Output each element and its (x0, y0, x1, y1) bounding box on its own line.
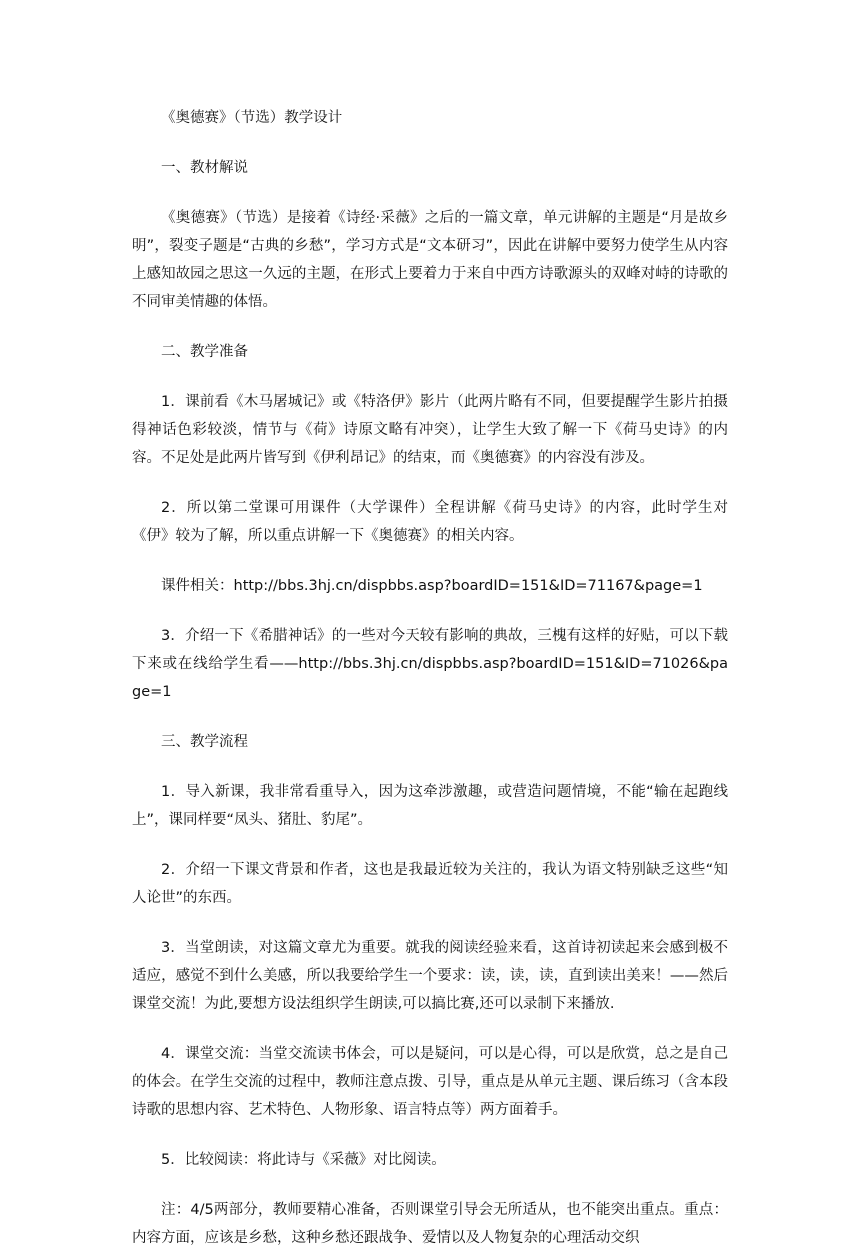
paragraph-process-2: 2．介绍一下课文背景和作者，这也是我最近较为关注的，我认为语文特别缺乏这些“知人论世”的东西。 (132, 862, 728, 906)
paragraph-process-3: 3．当堂朗读，对这篇文章尤为重要。就我的阅读经验来看，这首诗初读起来会感到极不适应，感觉不到什么美感，所以我要给学生一个要求：读，读，读，直到读出美来！——然后课堂交流！为此,要想方设法组织学生朗读,可以搞比赛,还可以录制下来播放. (132, 940, 728, 1012)
paragraph-prep-2: 2．所以第二堂课可用课件（大学课件）全程讲解《荷马史诗》的内容，此时学生对《伊》较为了解，所以重点讲解一下《奥德赛》的相关内容。 (132, 500, 728, 544)
document-title: 《奥德赛》（节选）教学设计 (161, 110, 343, 126)
paragraph-prep-3: 3．介绍一下《希腊神话》的一些对今天较有影响的典故，三槐有这样的好贴，可以下载下来或在线给学生看——http://bbs.3hj.cn/dispbbs.asp?boardID=151&ID=71026&page=1 (132, 628, 728, 700)
paragraph-process-1: 1．导入新课，我非常看重导入，因为这牵涉激趣，或营造问题情境，不能“输在起跑线上”，课同样要“凤头、猪肚、豹尾”。 (132, 784, 728, 828)
paragraph-courseware-link: 课件相关：http://bbs.3hj.cn/dispbbs.asp?boardID=151&ID=71167&page=1 (161, 578, 703, 594)
paragraph-process-4: 4．课堂交流：当堂交流读书体会，可以是疑问，可以是心得，可以是欣赏，总之是自己的体会。在学生交流的过程中，教师注意点拨、引导，重点是从单元主题、课后练习（含本段诗歌的思想内容、艺术特色、人物形象、语言特点等）两方面着手。 (132, 1046, 728, 1118)
paragraph-prep-1: 1．课前看《木马屠城记》或《特洛伊》影片（此两片略有不同，但要提醒学生影片拍摄得神话色彩较淡，情节与《荷》诗原文略有冲突），让学生大致了解一下《荷马史诗》的内容。不足处是此两片皆写到《伊利昂记》的结束，而《奥德赛》的内容没有涉及。 (132, 394, 728, 466)
section-heading-preparation: 二、教学准备 (161, 344, 248, 360)
document-body (132, 104, 728, 1252)
section-heading-process: 三、教学流程 (161, 734, 248, 750)
paragraph-process-5: 5．比较阅读：将此诗与《采薇》对比阅读。 (161, 1152, 446, 1168)
paragraph-note: 注：4/5两部分，教师要精心准备，否则课堂引导会无所适从，也不能突出重点。重点：内容方面，应该是乡愁，这种乡愁还跟战争、爱情以及人物复杂的心理活动交织 (132, 1202, 728, 1246)
section-heading-teaching-material: 一、教材解说 (161, 160, 248, 176)
paragraph-material-explanation: 《奥德赛》（节选）是接着《诗经·采薇》之后的一篇文章，单元讲解的主题是“月是故乡明”，裂变子题是“古典的乡愁”，学习方式是“文本研习”，因此在讲解中要努力使学生从内容上感知故园之思这一久远的主题，在形式上要着力于来自中西方诗歌源头的双峰对峙的诗歌的不同审美情趣的体悟。 (132, 210, 728, 310)
